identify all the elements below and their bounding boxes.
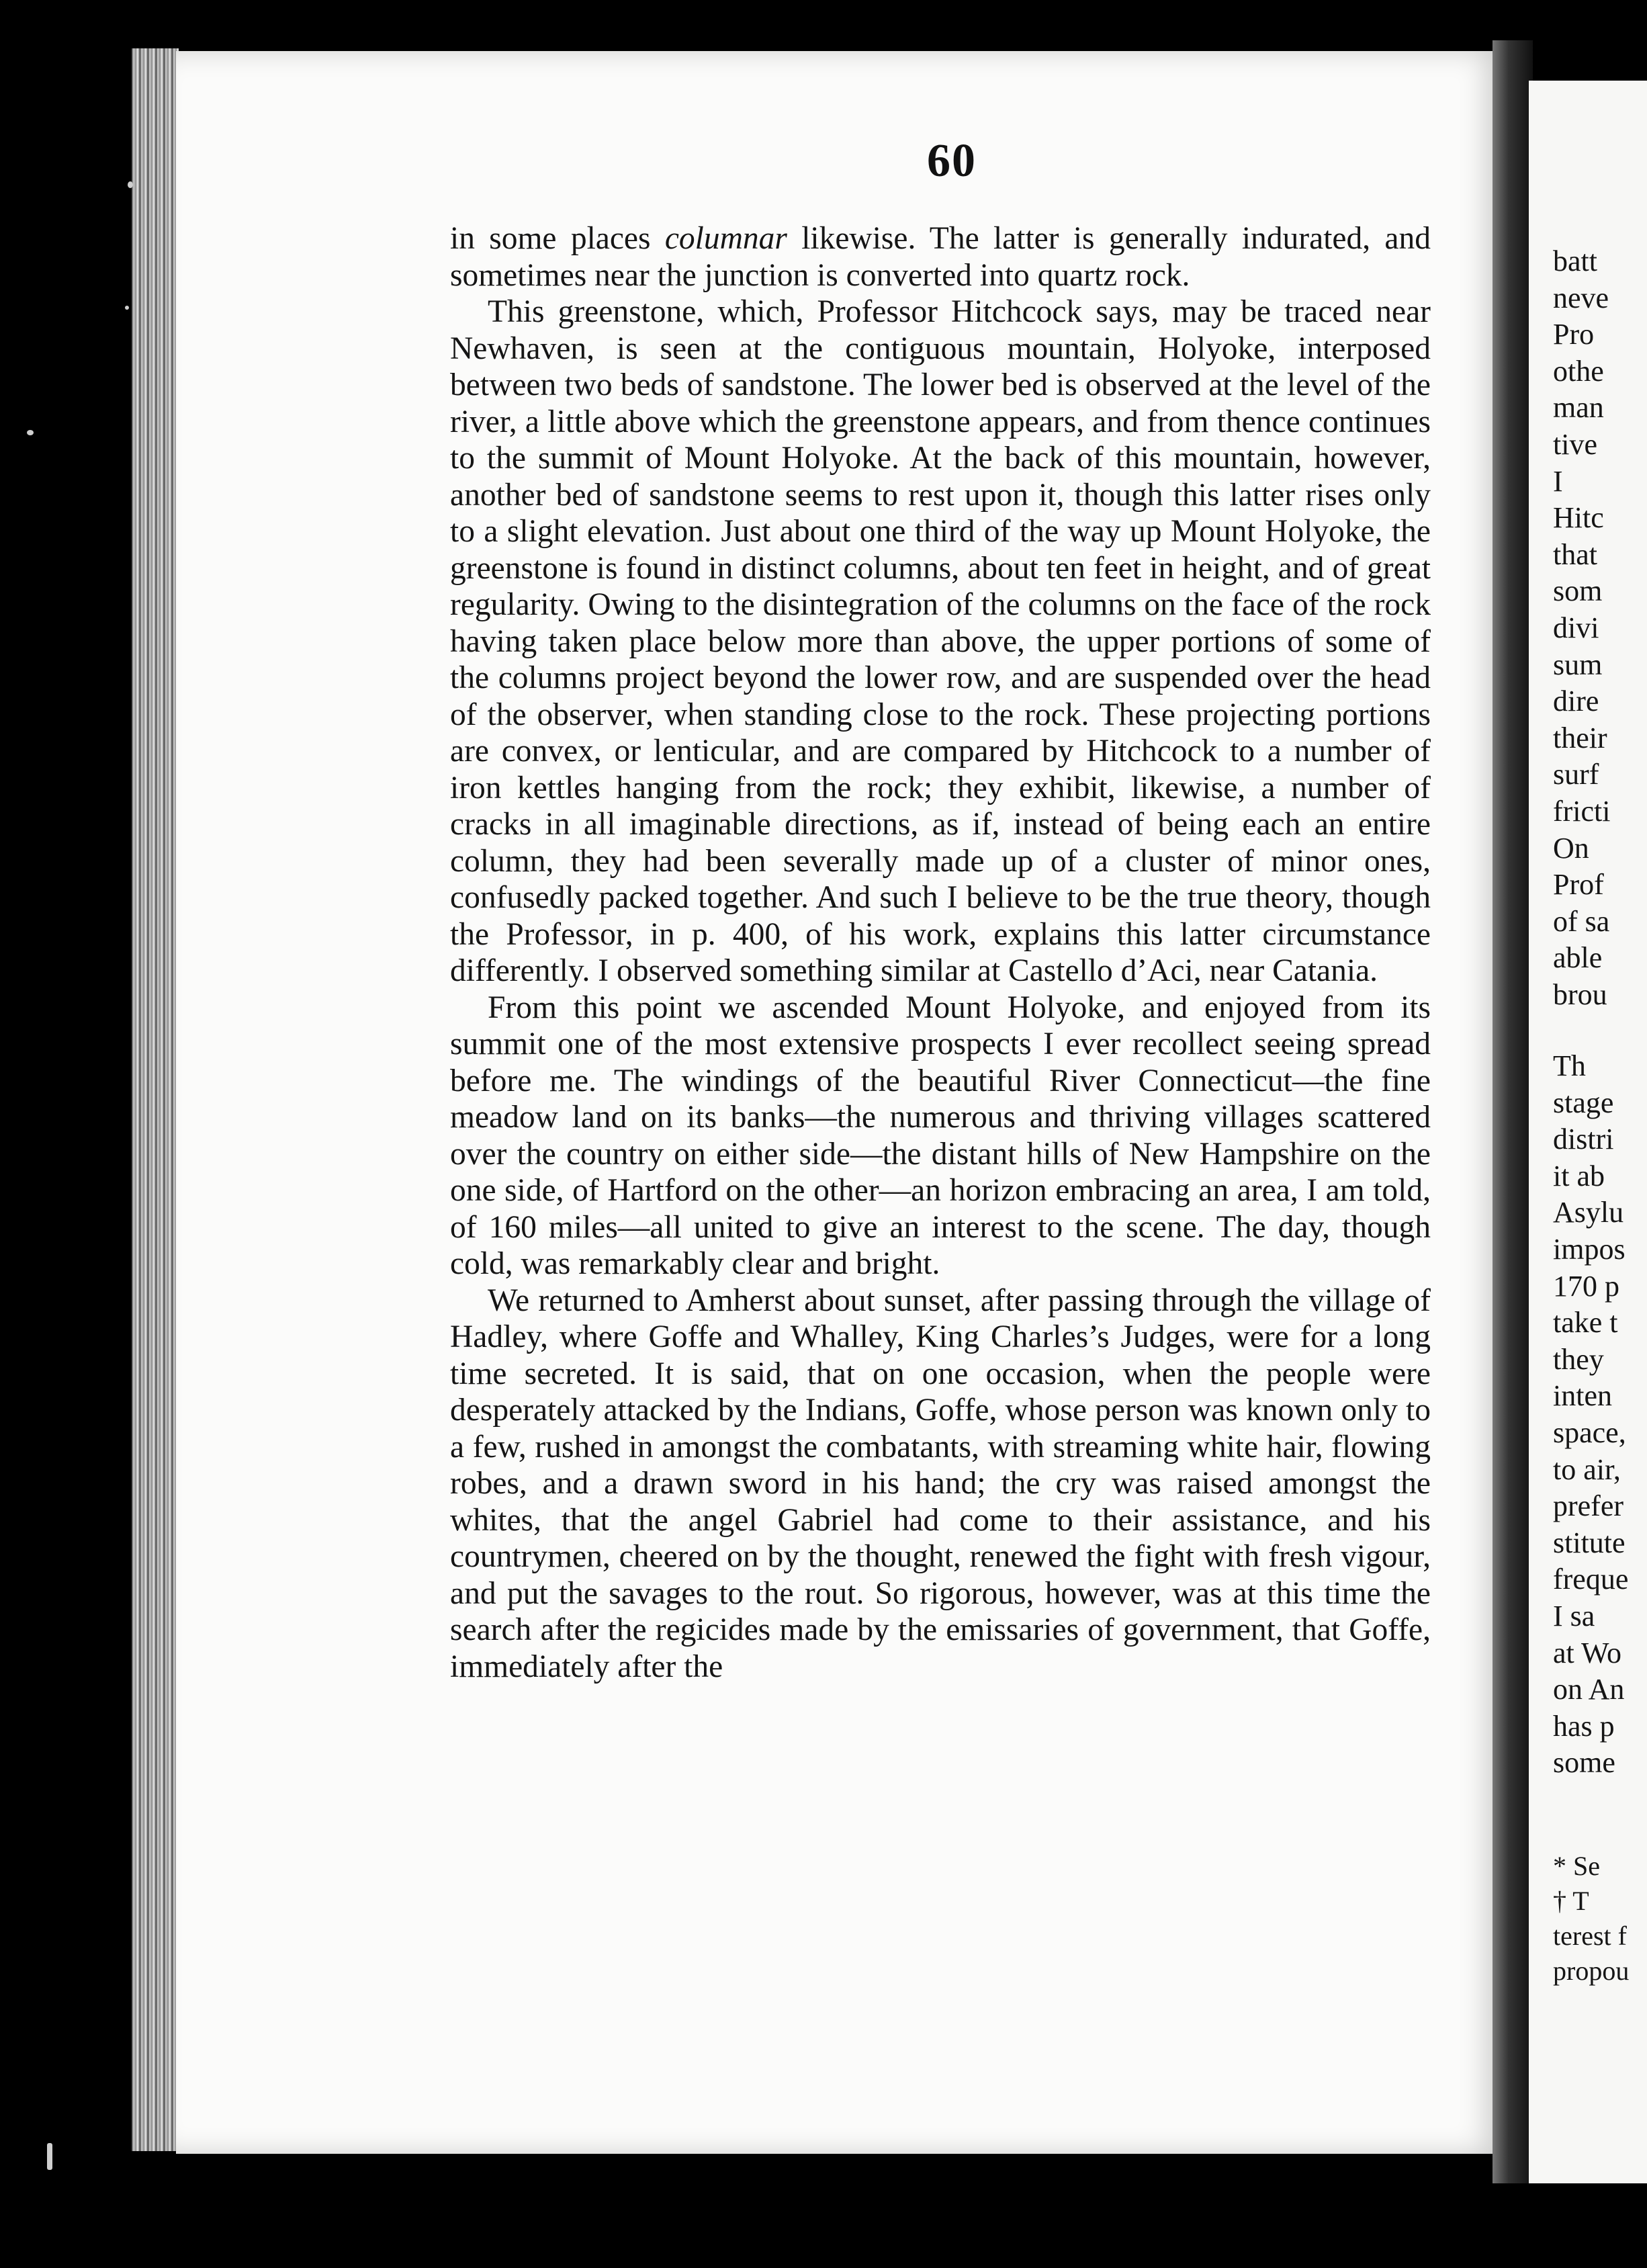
scan-speck [47, 2143, 52, 2170]
facing-page-line-fragment: distri [1553, 1123, 1614, 1156]
facing-page-line-fragment: to air, [1553, 1452, 1621, 1486]
facing-page-line-fragment: stage [1553, 1086, 1614, 1119]
facing-page-line-fragment: stitute [1553, 1526, 1626, 1559]
facing-page-line-fragment: sum [1553, 648, 1603, 681]
scan-speck [27, 430, 34, 435]
facing-page-text-middle [1553, 1048, 1647, 1782]
facing-page-line-fragment: at Wo [1553, 1636, 1621, 1669]
paragraph-1-start: in some places [450, 221, 665, 256]
facing-page-line-fragment: Asylu [1553, 1196, 1624, 1229]
facing-page-text-top [1553, 243, 1647, 1013]
facing-page-line-fragment: freque [1553, 1563, 1629, 1596]
facing-page-line-fragment: som [1553, 574, 1603, 608]
facing-page-line-fragment: neve [1553, 281, 1609, 314]
facing-page-line-fragment: space, [1553, 1415, 1626, 1449]
facing-page-line-fragment: terest f [1553, 1921, 1627, 1951]
facing-page-line-fragment: fricti [1553, 794, 1611, 828]
facing-page-line-fragment: that [1553, 537, 1597, 571]
facing-page-line-fragment: impos [1553, 1232, 1626, 1266]
paragraph-1-italic: columnar [664, 221, 787, 256]
page-body-text [450, 220, 1431, 1685]
facing-page-line-fragment: batt [1553, 245, 1597, 277]
facing-page-line-fragment: tive [1553, 427, 1597, 461]
paragraph-3: From this point we ascended Mount Holyoke, and enjoyed from its summit one of the most extensive prospects I ever recollect seeing spread before me. The windings of the beautiful River Connecticut—the fine meadow land on its banks—the numerous and thriving villages scattered over the country on either side—the distant hills of New Hampshire on the one side, of Hartford on the other—an horizon embracing an area, I am told, of 160 miles—all united to give an interest to the scene. The day, though cold, was remarkably clear and bright. [450, 990, 1431, 1281]
book-gutter [1493, 40, 1533, 2183]
facing-page-line-fragment: they [1553, 1342, 1604, 1376]
facing-page-line-fragment: it ab [1553, 1159, 1605, 1192]
facing-page-line-fragment: some [1553, 1746, 1615, 1780]
facing-page-line-fragment: man [1553, 391, 1604, 425]
facing-page-line-fragment: Hitc [1553, 501, 1604, 535]
facing-page-line-fragment: On [1553, 831, 1589, 865]
facing-page-line-fragment: take t [1553, 1306, 1618, 1340]
facing-page-line-fragment: on An [1553, 1673, 1625, 1706]
facing-page-line-fragment: brou [1553, 977, 1607, 1011]
facing-page-line-fragment: * Se [1553, 1851, 1600, 1881]
facing-page-line-fragment: dire [1553, 685, 1599, 718]
facing-page-line-fragment: their [1553, 721, 1607, 754]
facing-page-line-fragment: prefer [1553, 1489, 1624, 1523]
facing-page-footnotes [1553, 1849, 1647, 1989]
page-edges [132, 48, 179, 2151]
paragraph-1 [450, 220, 1431, 294]
facing-page-line-fragment: Prof [1553, 868, 1604, 902]
paragraph-4: We returned to Amherst about sunset, after passing through the village of Hadley, where Goffe and Whalley, King Charles’s Judges, were for a long time secreted. It is said, that on one occasion, when the people were desperately attacked by the Indians, Goffe, whose person was known only to a few, rushed in amongst the combatants, with streaming white hair, flowing robes, and a drawn sword in his hand; the cry was raised amongst the whites, that the angel Gabriel had come to their assistance, and his countrymen, cheered on by the thought, renewed the fight with fresh vigour, and put the savages to the rout. So rigorous, however, was at this time the search after the regicides made by the emissaries of government, that Goffe, immediately after the [450, 1282, 1431, 1684]
scan-speck [128, 181, 133, 188]
facing-page-line-fragment: divi [1553, 611, 1599, 644]
facing-page-line-fragment: I sa [1553, 1599, 1595, 1632]
facing-page-line-fragment: has p [1553, 1709, 1615, 1743]
facing-page-line-fragment: Pro [1553, 318, 1595, 351]
scan-speck [125, 306, 129, 310]
facing-page-line-fragment: propou [1553, 1956, 1630, 1986]
facing-page-line-fragment: † T [1553, 1886, 1589, 1916]
facing-page-line-fragment: of sa [1553, 904, 1610, 938]
facing-page-line-fragment: Th [1553, 1049, 1586, 1082]
paragraph-1-rest: likewise. The latter is generally indurated, and sometimes near the junction is converted into quartz rock. [450, 221, 1431, 293]
facing-page-line-fragment: surf [1553, 758, 1599, 791]
facing-page-line-fragment: othe [1553, 354, 1604, 388]
facing-page-line-fragment: I [1553, 464, 1563, 498]
facing-page-line-fragment: able [1553, 941, 1603, 975]
paragraph-2: This greenstone, which, Professor Hitchcock says, may be traced near Newhaven, is seen at the contiguous mountain, Holyoke, interposed between two beds of sandstone. The lower bed is observed at the level of the river, a little above which the greenstone appears, and from thence continues to the summit of Mount Holyoke. At the back of this mountain, however, another bed of sandstone seems to rest upon it, though this latter rises only to a slight elevation. Just about one third of the way up Mount Holyoke, the greenstone is found in distinct columns, about ten feet in height, and of great regularity. Owing to the disintegration of the columns on the face of the rock having taken place below more than above, the upper portions of some of the columns project beyond the lower row, and are suspended over the head of the observer, when standing close to the rock. These projecting portions are convex, or lenticular, and are compared by Hitchcock to a number of iron kettles hanging from the rock; they exhibit, likewise, a number of cracks in all imaginable directions, as if, instead of being each an entire column, they had been severally made up of a cluster of minor ones, confusedly packed together. And such I believe to be the true theory, though the Professor, in p. 400, of his work, explains this latter circumstance differently. I observed something similar at Castello d’Aci, near Catania. [450, 294, 1431, 988]
facing-page-line-fragment: inten [1553, 1379, 1612, 1413]
page-number: 60 [927, 135, 977, 187]
facing-page-line-fragment: 170 p [1553, 1269, 1619, 1303]
